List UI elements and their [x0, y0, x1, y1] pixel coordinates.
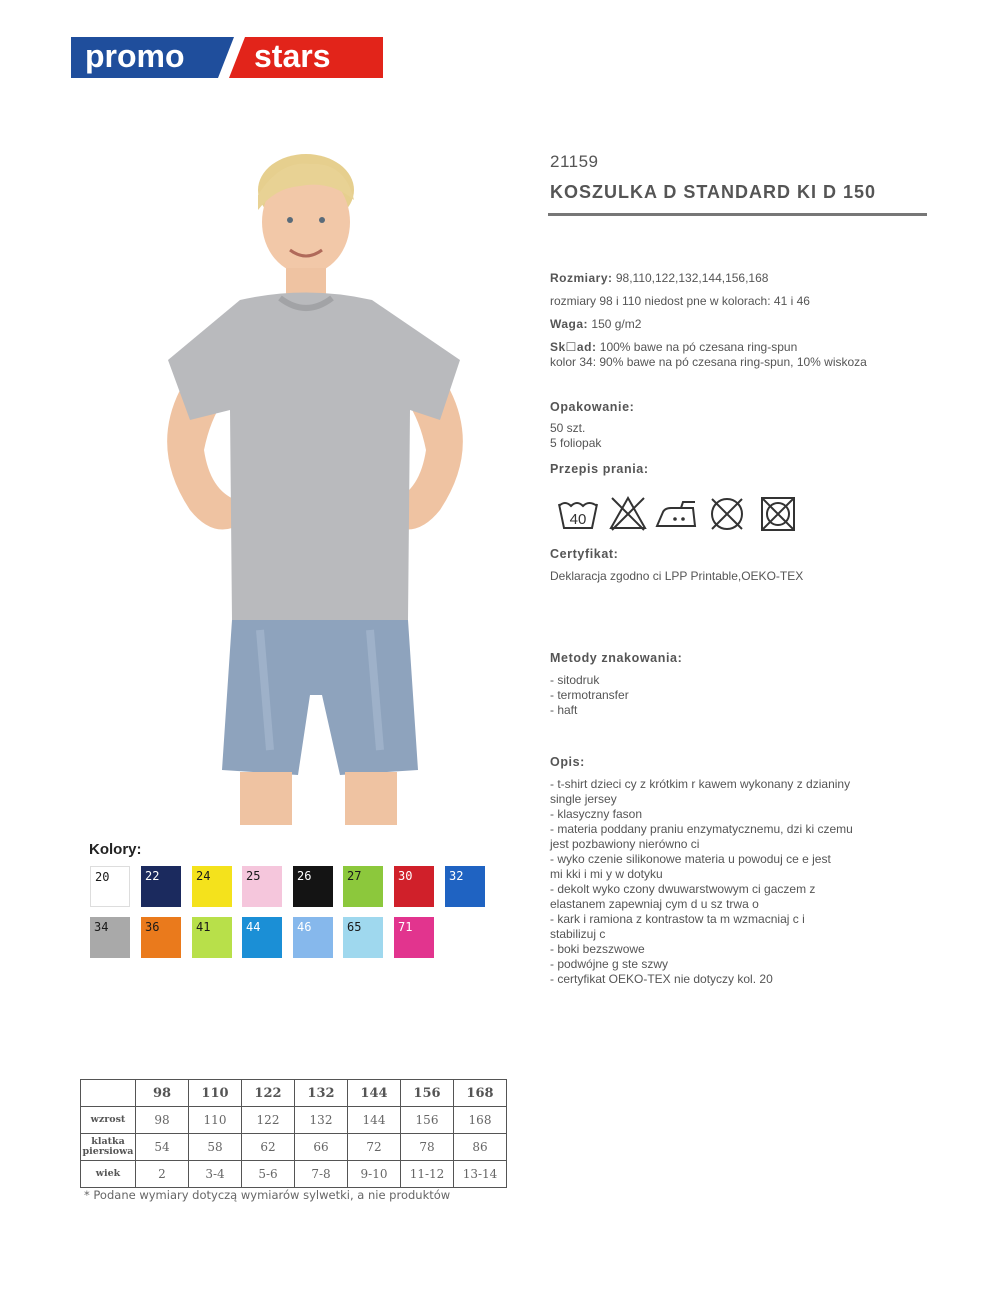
- table-cell: 78: [401, 1134, 454, 1161]
- table-cell: 9-10: [348, 1161, 401, 1188]
- table-row: [81, 1161, 507, 1188]
- description-line: - t-shirt dzieci cy z krótkim r kawem wykonany z dzianiny: [550, 777, 851, 791]
- size-header: 110: [189, 1080, 242, 1107]
- swatch-code: 34: [94, 920, 109, 934]
- weight-value: 150 g/m2: [591, 317, 642, 331]
- marking-label: Metody znakowania:: [550, 651, 683, 665]
- size-table-header: [81, 1080, 507, 1107]
- description-line: - klasyczny fason: [550, 807, 643, 821]
- no-dry-clean-icon: [707, 494, 747, 534]
- table-cell: 132: [295, 1107, 348, 1134]
- iron-icon: [655, 494, 699, 534]
- description-line: - dekolt wyko czony dwuwarstwowym ci gaczem z: [550, 882, 816, 896]
- table-cell: 86: [454, 1134, 507, 1161]
- colors-label: Kolory:: [89, 841, 142, 858]
- sizes-label: Rozmiary:: [550, 271, 613, 285]
- table-cell: 156: [401, 1107, 454, 1134]
- washing-label: Przepis prania:: [550, 462, 649, 476]
- swatch-code: 27: [347, 869, 362, 883]
- certificate-value: Deklaracja zgodno ci LPP Printable,OEKO-TEX: [550, 569, 804, 583]
- description-line: jest pozbawiony nierówno ci: [550, 837, 700, 851]
- color-swatch-71[interactable]: [394, 917, 434, 958]
- title-divider: [548, 213, 927, 216]
- table-cell: 7-8: [295, 1161, 348, 1188]
- size-header: 98: [136, 1080, 189, 1107]
- description-line: - podwójne g ste szwy: [550, 957, 669, 971]
- product-code: 21159: [550, 152, 599, 171]
- promostars-logo: [71, 37, 383, 78]
- product-photo: [140, 150, 490, 825]
- table-cell: 110: [189, 1107, 242, 1134]
- certificate-label: Certyfikat:: [550, 547, 619, 561]
- description-line: stabilizuj c: [550, 927, 606, 941]
- table-cell: 62: [242, 1134, 295, 1161]
- marking-item-1: - sitodruk: [550, 673, 600, 687]
- size-header: 156: [401, 1080, 454, 1107]
- color-swatch-24[interactable]: [192, 866, 232, 907]
- marking-item-2: - termotransfer: [550, 688, 629, 702]
- row-label: wzrost: [81, 1107, 136, 1134]
- table-row: [81, 1107, 507, 1134]
- color-swatch-41[interactable]: [192, 917, 232, 958]
- color-swatch-20[interactable]: [90, 866, 130, 907]
- table-cell: 2: [136, 1161, 189, 1188]
- description-line: mi kki i mi y w dotyku: [550, 867, 663, 881]
- swatch-code: 24: [196, 869, 211, 883]
- swatch-code: 22: [145, 869, 160, 883]
- no-tumble-dry-icon: [758, 494, 798, 534]
- table-cell: 3-4: [189, 1161, 242, 1188]
- logo-text-promo: promo: [85, 38, 185, 74]
- size-header: 132: [295, 1080, 348, 1107]
- packaging-line-1: 50 szt.: [550, 421, 586, 435]
- color-swatch-27[interactable]: [343, 866, 383, 907]
- swatch-code: 36: [145, 920, 160, 934]
- table-cell: 13-14: [454, 1161, 507, 1188]
- description-label: Opis:: [550, 755, 585, 769]
- description-line: elastanem zapewniaj cym d u sz trwa o: [550, 897, 759, 911]
- size-header: 122: [242, 1080, 295, 1107]
- description-line: - materia poddany praniu enzymatycznemu, dzi ki czemu: [550, 822, 853, 836]
- composition-label: Sk☐ad:: [550, 340, 597, 354]
- table-cell: 54: [136, 1134, 189, 1161]
- composition-line: [550, 340, 797, 355]
- description-line: - boki bezszwowe: [550, 942, 645, 956]
- table-cell: 168: [454, 1107, 507, 1134]
- table-cell: 11-12: [401, 1161, 454, 1188]
- table-cell: 58: [189, 1134, 242, 1161]
- marking-item-3: - haft: [550, 703, 578, 717]
- color-swatch-44[interactable]: [242, 917, 282, 958]
- color-swatch-32[interactable]: [445, 866, 485, 907]
- table-cell: 122: [242, 1107, 295, 1134]
- no-bleach-icon: [608, 494, 648, 534]
- sizes-line: [550, 271, 768, 286]
- swatch-code: 44: [246, 920, 261, 934]
- swatch-code: 32: [449, 869, 464, 883]
- size-table-note: * Podane wymiary dotyczą wymiarów sylwetki, a nie produktów: [84, 1188, 451, 1202]
- size-table: [80, 1079, 507, 1188]
- table-row: [81, 1134, 507, 1161]
- table-cell: 72: [348, 1134, 401, 1161]
- size-header: 168: [454, 1080, 507, 1107]
- color-swatch-65[interactable]: [343, 917, 383, 958]
- swatch-code: 26: [297, 869, 312, 883]
- description-line: - certyfikat OEKO-TEX nie dotyczy kol. 20: [550, 972, 773, 986]
- sizes-value: 98,110,122,132,144,156,168: [615, 271, 769, 285]
- weight-line: [550, 317, 641, 332]
- description-line: - wyko czenie silikonowe materia u powoduj ce e jest: [550, 852, 831, 866]
- logo-text-stars: stars: [254, 38, 331, 74]
- color-swatch-22[interactable]: [141, 866, 181, 907]
- row-label: wiek: [81, 1161, 136, 1188]
- color-swatch-26[interactable]: [293, 866, 333, 907]
- product-title: KOSZULKA D STANDARD KI D 150: [550, 182, 877, 202]
- table-cell: 144: [348, 1107, 401, 1134]
- swatch-code: 20: [95, 870, 110, 884]
- table-cell: 98: [136, 1107, 189, 1134]
- weight-label: Waga:: [550, 317, 589, 331]
- color-swatch-34[interactable]: [90, 917, 130, 958]
- swatch-code: 25: [246, 869, 261, 883]
- color-swatch-30[interactable]: [394, 866, 434, 907]
- color-swatch-46[interactable]: [293, 917, 333, 958]
- composition-note: kolor 34: 90% bawe na pó czesana ring-spun, 10% wiskoza: [550, 355, 867, 369]
- swatch-code: 46: [297, 920, 312, 934]
- swatch-code: 65: [347, 920, 362, 934]
- packaging-label: Opakowanie:: [550, 400, 635, 414]
- wash-40-icon: [556, 494, 600, 534]
- swatch-code: 30: [398, 869, 413, 883]
- wash-temp: 40: [569, 511, 587, 528]
- swatch-code: 41: [196, 920, 211, 934]
- table-corner: [81, 1080, 136, 1107]
- description-line: single jersey: [550, 792, 617, 806]
- swatch-code: 71: [398, 920, 413, 934]
- color-swatch-25[interactable]: [242, 866, 282, 907]
- sizes-note: rozmiary 98 i 110 niedost pne w kolorach: 41 i 46: [550, 294, 810, 308]
- packaging-line-2: 5 foliopak: [550, 436, 602, 450]
- table-cell: 66: [295, 1134, 348, 1161]
- table-cell: 5-6: [242, 1161, 295, 1188]
- description-line: - kark i ramiona z kontrastow ta m wzmacniaj c i: [550, 912, 805, 926]
- size-header: 144: [348, 1080, 401, 1107]
- row-label: klatka piersiowa: [81, 1134, 136, 1161]
- color-swatch-36[interactable]: [141, 917, 181, 958]
- composition-value: 100% bawe na pó czesana ring-spun: [599, 340, 798, 354]
